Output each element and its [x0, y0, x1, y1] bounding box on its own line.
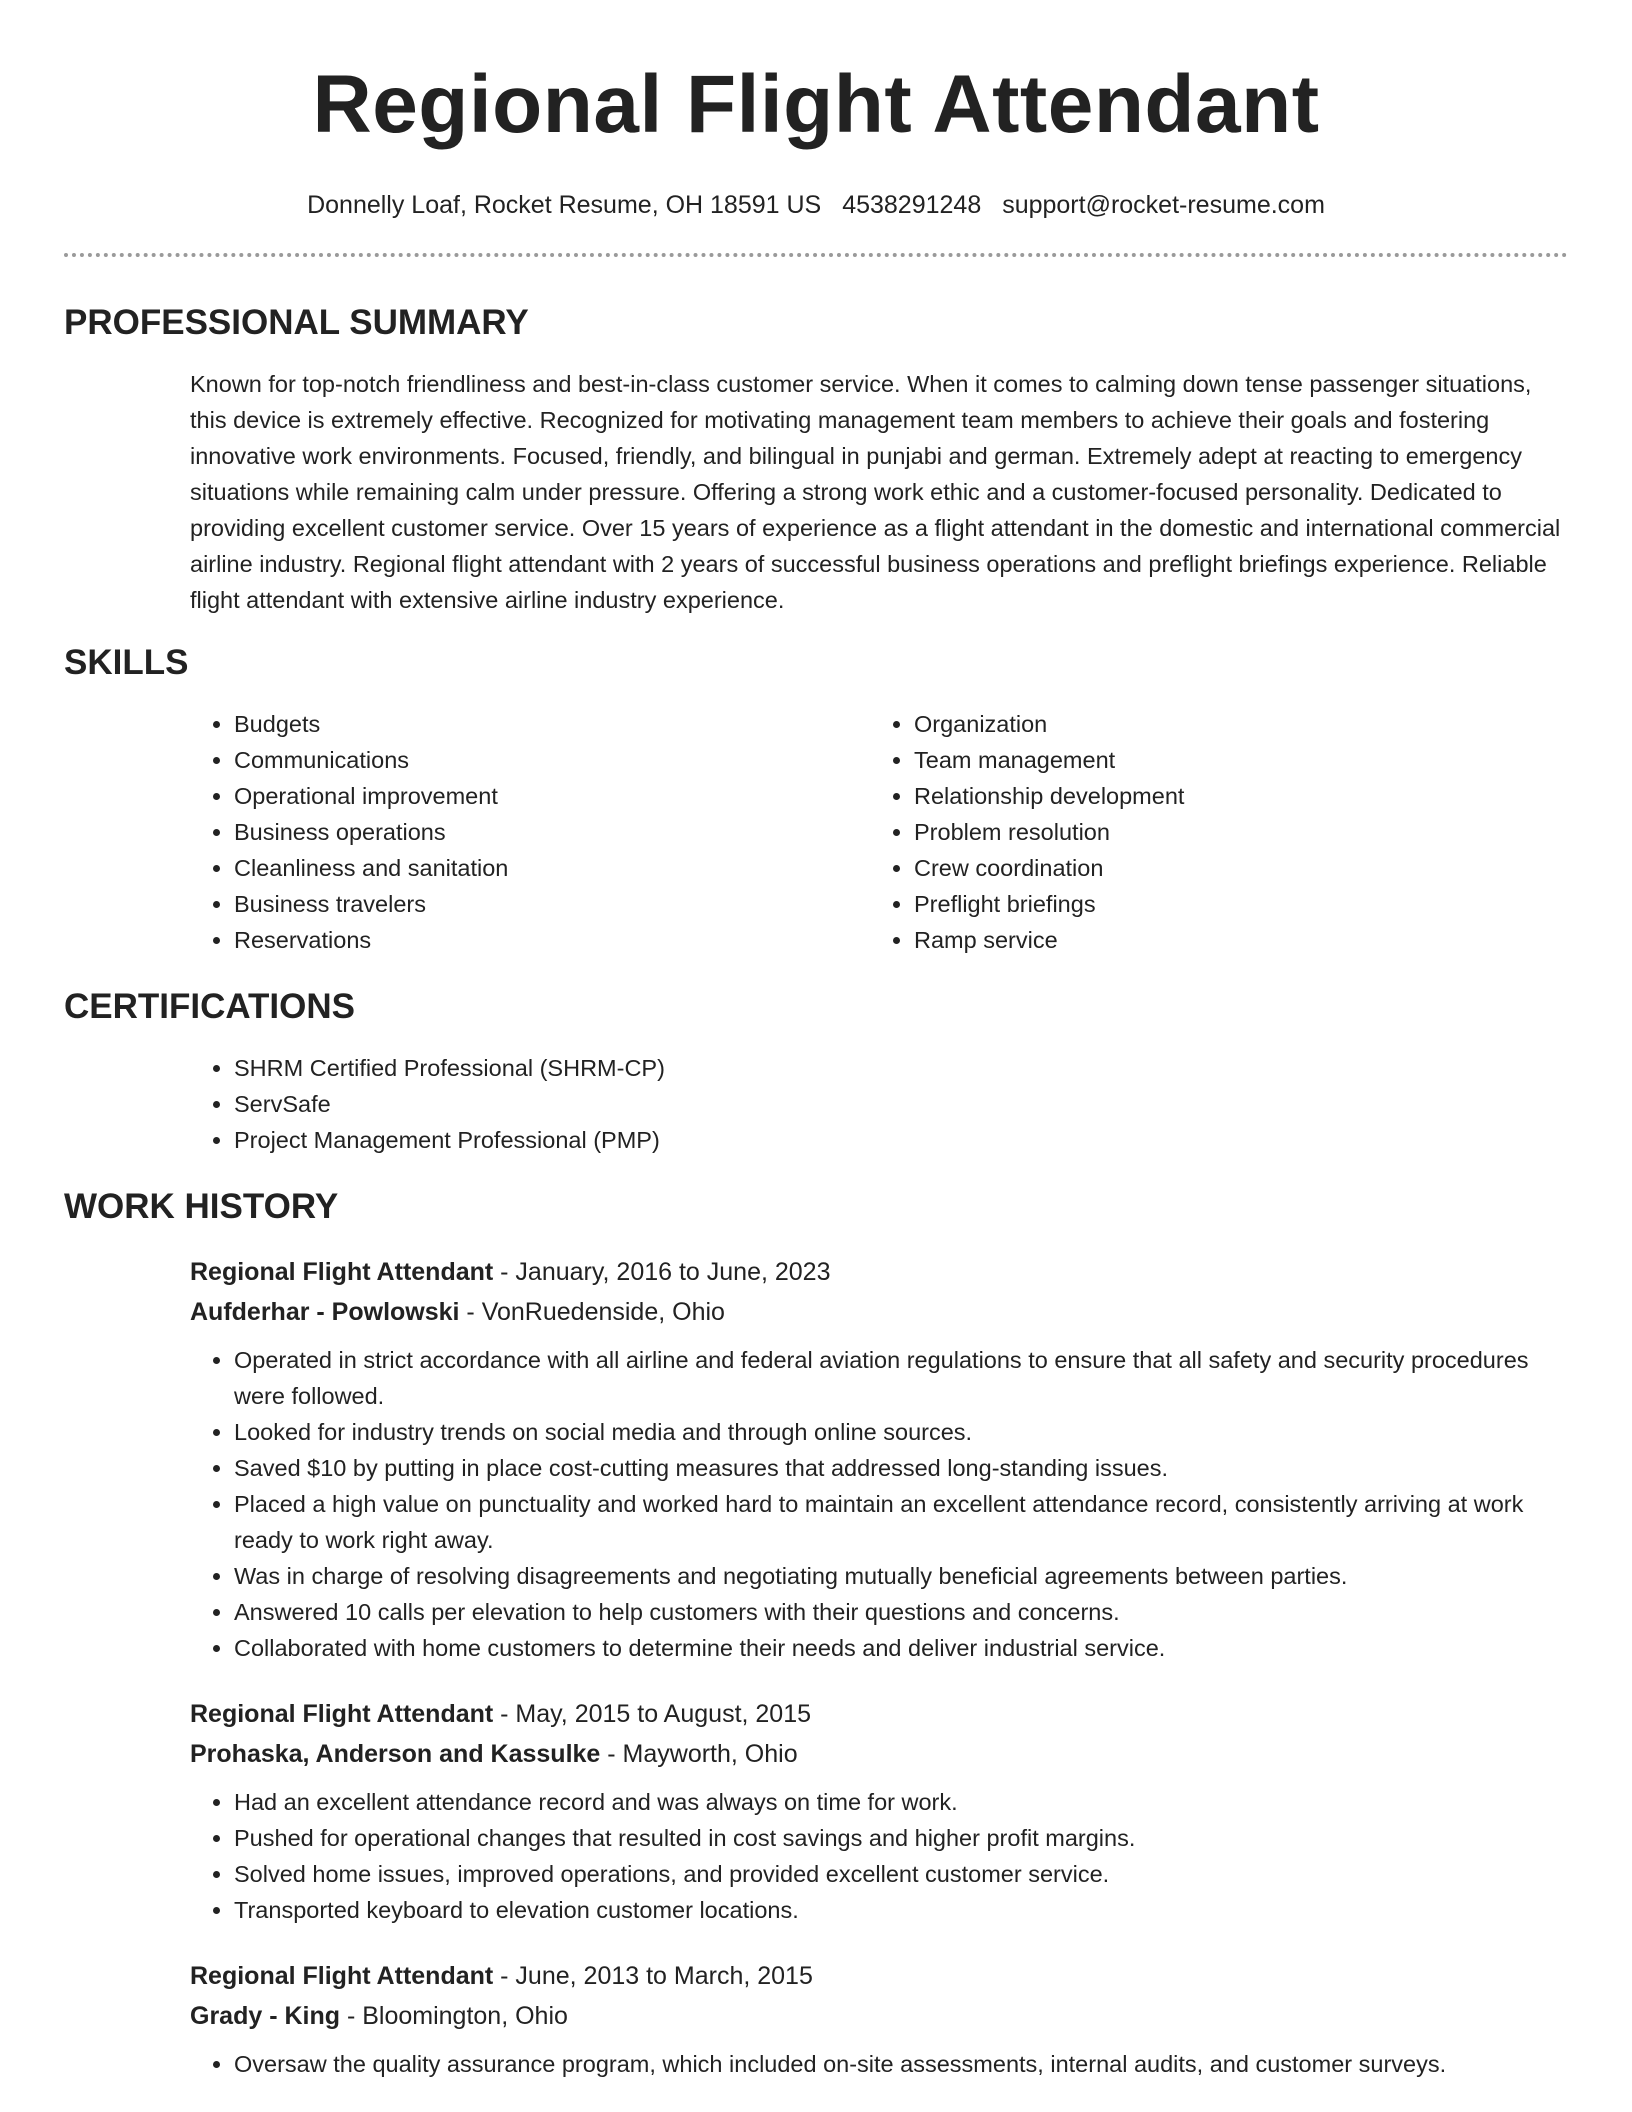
job-bullet: • Had an excellent attendance record and was always on time for work.	[234, 1784, 1568, 1820]
job-bullet: • Was in charge of resolving disagreements and negotiating mutually beneficial agreements between parties.	[234, 1558, 1568, 1594]
skill-item: • Organization	[914, 706, 1550, 742]
skill-item: • Reservations	[234, 922, 870, 958]
summary-text: Known for top-notch friendliness and best-in-class customer service. When it comes to calming down tense passenger situations, this device is extremely effective. Recognized for motivating management team members to achieve their goals and fostering innovative work environments. Focused, friendly, and bilingual in punjabi and german. Extremely adept at reacting to emergency situations while remaining calm under pressure. Offering a strong work ethic and a customer-focused personality. Dedicated to providing excellent customer service. Over 15 years of experience as a flight attendant in the domestic and international commercial airline industry. Regional flight attendant with 2 years of successful business operations and preflight briefings experience. Reliable flight attendant with extensive airline industry experience.	[190, 371, 1561, 613]
job-company: Prohaska, Anderson and Kassulke	[190, 1740, 601, 1768]
job-bullets	[190, 1342, 1568, 1666]
job-company-line	[190, 1292, 1568, 1332]
job-dates: - January, 2016 to June, 2023	[493, 1258, 831, 1286]
job-company-line	[190, 1734, 1568, 1774]
job-bullet: • Saved $10 by putting in place cost-cutting measures that addressed long-standing issues.	[234, 1450, 1568, 1486]
section-title-work-history: WORK HISTORY	[64, 1187, 339, 1226]
job-company: Aufderhar - Powlowski	[190, 1298, 460, 1326]
job-bullet: • Collaborated with home customers to determine their needs and deliver industrial service.	[234, 1630, 1568, 1666]
skill-item: • Operational improvement	[234, 778, 870, 814]
section-title-skills: SKILLS	[64, 643, 189, 682]
skill-item: • Communications	[234, 742, 870, 778]
job-bullet: • Oversaw the quality assurance program, which included on-site assessments, internal audits, and customer surveys.	[234, 2046, 1568, 2082]
skill-item: • Problem resolution	[914, 814, 1550, 850]
skill-item: • Ramp service	[914, 922, 1550, 958]
job-company-line	[190, 1996, 1568, 2036]
skills-list-right	[870, 706, 1550, 958]
job-location: - Mayworth, Ohio	[600, 1740, 798, 1768]
contact-address: Donnelly Loaf, Rocket Resume, OH 18591 US	[307, 191, 822, 219]
job-role-line	[190, 1694, 1568, 1734]
job-role: Regional Flight Attendant	[190, 1258, 494, 1286]
job-dates: - May, 2015 to August, 2015	[493, 1700, 812, 1728]
job-entry	[190, 1956, 1568, 2082]
job-role-line	[190, 1956, 1568, 1996]
job-role-line	[190, 1252, 1568, 1292]
job-bullet: • Transported keyboard to elevation customer locations.	[234, 1892, 1568, 1928]
job-bullet: • Answered 10 calls per elevation to help customers with their questions and concerns.	[234, 1594, 1568, 1630]
job-entry	[190, 1252, 1568, 1666]
job-role: Regional Flight Attendant	[190, 1962, 494, 1990]
contact-line	[64, 190, 1568, 220]
job-bullet: • Placed a high value on punctuality and worked hard to maintain an excellent attendance record, consistently arriving at work ready to work right away.	[234, 1486, 1568, 1558]
job-company: Grady - King	[190, 2002, 341, 2030]
skill-item: • Relationship development	[914, 778, 1550, 814]
skill-item: • Business operations	[234, 814, 870, 850]
job-entry	[190, 1694, 1568, 1928]
skill-item: • Cleanliness and sanitation	[234, 850, 870, 886]
certification-item: • Project Management Professional (PMP)	[234, 1122, 1568, 1158]
job-bullets	[190, 1784, 1568, 1928]
job-role: Regional Flight Attendant	[190, 1700, 494, 1728]
job-bullets	[190, 2046, 1568, 2082]
resume-title: Regional Flight Attendant	[312, 59, 1320, 150]
job-bullet: • Operated in strict accordance with all airline and federal aviation regulations to ensure that all safety and security procedures were followed.	[234, 1342, 1568, 1414]
certifications-list	[190, 1050, 1568, 1158]
job-bullet: • Pushed for operational changes that resulted in cost savings and higher profit margins.	[234, 1820, 1568, 1856]
job-location: - Bloomington, Ohio	[340, 2002, 568, 2030]
skill-item: • Crew coordination	[914, 850, 1550, 886]
job-bullet: • Looked for industry trends on social media and through online sources.	[234, 1414, 1568, 1450]
skills-columns	[190, 706, 1568, 958]
job-dates: - June, 2013 to March, 2015	[493, 1962, 813, 1990]
certification-item: • ServSafe	[234, 1086, 1568, 1122]
contact-phone: 4538291248	[842, 191, 982, 219]
job-bullet: • Solved home issues, improved operations, and provided excellent customer service.	[234, 1856, 1568, 1892]
skill-item: • Preflight briefings	[914, 886, 1550, 922]
skills-list-left	[190, 706, 870, 958]
resume-page	[64, 0, 1568, 2082]
job-location: - VonRuedenside, Ohio	[459, 1298, 725, 1326]
contact-email: support@rocket-resume.com	[1002, 191, 1325, 219]
skill-item: • Team management	[914, 742, 1550, 778]
section-title-summary: PROFESSIONAL SUMMARY	[64, 303, 529, 342]
certification-item: • SHRM Certified Professional (SHRM-CP)	[234, 1050, 1568, 1086]
header-divider	[64, 253, 1568, 257]
skill-item: • Business travelers	[234, 886, 870, 922]
skill-item: • Budgets	[234, 706, 870, 742]
section-title-certifications: CERTIFICATIONS	[64, 987, 356, 1026]
